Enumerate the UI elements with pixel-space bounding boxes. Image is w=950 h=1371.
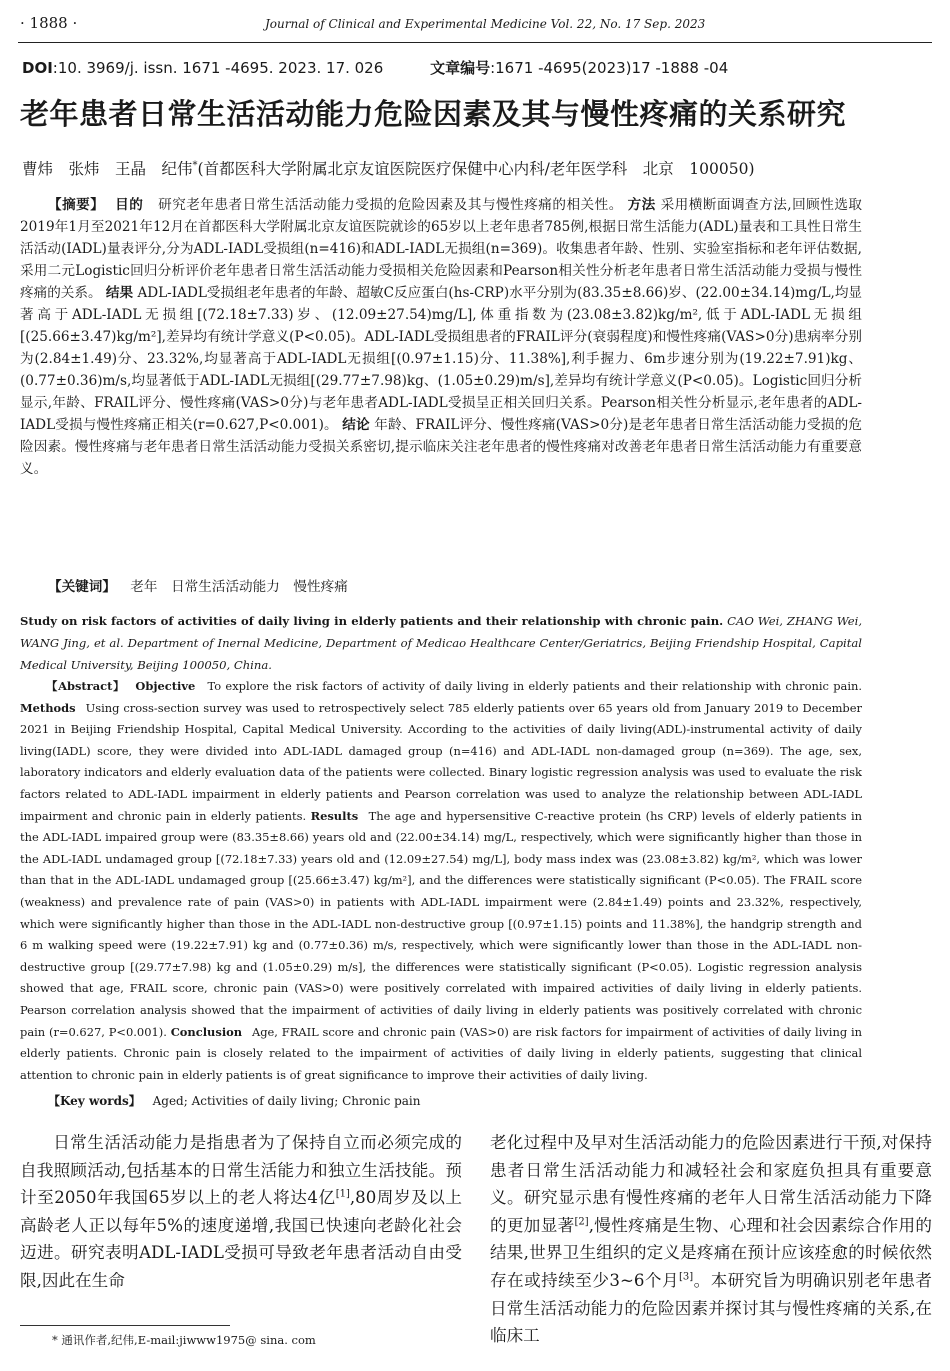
paper-title-cn: 老年患者日常生活活动能力危险因素及其与慢性疼痛的关系研究 xyxy=(20,97,847,131)
objective-cn: 研究老年患者日常生活活动能力受损的危险因素及其与慢性疼痛的相关性。 xyxy=(158,197,623,213)
header-rule xyxy=(18,42,932,43)
keywords-cn-text: 老年 日常生活活动能力 慢性疼痛 xyxy=(130,579,348,595)
page-number: · 1888 · xyxy=(20,14,78,32)
affiliation-cn: (首都医科大学附属北京友谊医院医疗保健中心内科/老年医学科 北京 100050) xyxy=(197,160,755,178)
conclusion-en: Age, FRAIL score and chronic pain (VAS>0) are risk factors for impairment of activities of daily living in elderly patients. Chronic pain is closely related to the impairment of activities of daily living in elderly patients, suggesting that clinical attention to chronic pain in elderly patients is of great significance to improve their activities of daily living. xyxy=(20,1024,863,1082)
keywords-cn xyxy=(48,575,348,595)
body-column-left xyxy=(20,1129,462,1295)
footnote-corresponding-author: * 通讯作者,纪伟,E-mail:jiwww1975@ sina. com xyxy=(52,1333,316,1347)
conclusion-label-en: Conclusion xyxy=(170,1024,243,1039)
doi-value: :10. 3969/j. issn. 1671 -4695. 2023. 17. 026 xyxy=(52,59,384,77)
english-authors-affiliation: CAO Wei, ZHANG Wei, WANG Jing, et al. Department of Inernal Medicine, Department of Medicao Healthcare Center/Geriatrics, Beijing Friendship Hospital, Capital Medical University, Beijing 100050, China. xyxy=(20,614,862,672)
abstract-en-label: 【Abstract】 xyxy=(46,679,126,693)
corresponding-mark: * xyxy=(192,159,198,171)
objective-label-cn: 目的 xyxy=(115,197,144,213)
body-left-text-2: ,80周岁及以上高龄老人正以每年5%的速度递增,我国已快速向老龄化社会迈进。研究表明ADL-IADL受损可导致老年患者活动自由受限,因此在生命 xyxy=(20,1188,463,1290)
results-label-cn: 结果 xyxy=(105,285,134,301)
objective-label-en: Objective xyxy=(135,679,196,693)
citation-2[interactable]: [2] xyxy=(574,1216,589,1228)
body-right-text-2: ,慢性疼痛是生物、心理和社会因素综合作用的结果,世界卫生组织的定义是疼痛在预计应该痊愈的时候依然存在或持续至少3~6个月 xyxy=(490,1215,932,1290)
keywords-cn-label: 【关键词】 xyxy=(48,579,116,595)
article-number-value: :1671 -4695(2023)17 -1888 -04 xyxy=(490,59,729,77)
methods-label-cn: 方法 xyxy=(627,197,656,213)
abstract-cn xyxy=(20,194,862,480)
keywords-en-text: Aged; Activities of daily living; Chronic pain xyxy=(152,1094,421,1108)
methods-label-en: Methods xyxy=(20,700,76,715)
keywords-en-label: 【Key words】 xyxy=(48,1094,141,1108)
citation-1[interactable]: [1] xyxy=(335,1188,350,1200)
results-label-en: Results xyxy=(310,808,359,823)
footnote-rule xyxy=(20,1325,230,1326)
keywords-en xyxy=(48,1092,421,1109)
objective-en: To explore the risk factors of activity of daily living in elderly patients and their relationship with chronic pain. xyxy=(207,679,862,693)
abstract-en xyxy=(20,676,862,1086)
author-names: 曹炜 张炜 王晶 纪伟 xyxy=(22,160,193,178)
authors-cn xyxy=(22,157,755,179)
methods-en: Using cross-section survey was used to retrospectively select 785 elderly patients over 65 years old from January 2019 to December 2021 in Beijing Friendship Hospital, Capital Medical University. According to the activities of daily living(ADL)-instrumental activity of daily living(IADL) score, they were divided into ADL-IADL damaged group (n=416) and ADL-IADL non-damaged group (n=369). The age, sex, laboratory indicators and elderly evaluation data of the patients were collected. Binary logistic regression analysis was used to evaluate the risk factors related to ADL-IADL impairment in elderly patients and Pearson correlation was used to analyze the relationship between ADL-IADL impairment and chronic pain in elderly patients. xyxy=(20,700,862,823)
journal-citation: Journal of Clinical and Experimental Medicine Vol. 22, No. 17 Sep. 2023 xyxy=(265,17,706,31)
doi-line xyxy=(22,57,728,78)
body-right-text-3: 。本研究旨为明确识别老年患者日常生活活动能力的危险因素并探讨其与慢性疼痛的关系,在临床工 xyxy=(490,1270,932,1346)
abstract-cn-label: 【摘要】 xyxy=(48,197,105,213)
conclusion-cn: 年龄、FRAIL评分、慢性疼痛(VAS>0分)是老年患者日常生活活动能力受损的危险因素。慢性疼痛与老年患者日常生活活动能力受损关系密切,提示临床关注老年患者的慢性疼痛对改善老年患者日常生活活动能力有重要意义。 xyxy=(20,417,863,477)
results-cn: ADL-IADL受损组老年患者的年龄、超敏C反应蛋白(hs-CRP)水平分别为(83.35±8.66)岁、(22.00±34.14)mg/L,均显著高于ADL-IADL无损组[(72.18±7.33)岁、(12.09±27.54)mg/L],体重指数为(23.08±3.82)kg/m²,低于ADL-IADL无损组[(25.66±3.47)kg/m²],差异均有统计学意义(P<0.05)。ADL-IADL受损组患者的FRAIL评分(衰弱程度)和慢性疼痛(VAS>0分)患病率分别为(2.84±1.49)分、23.32%,均显著高于ADL-IADL无损组[(0.97±1.15)分、11.38%],利手握力、6m步速分别为(19.22±7.91)kg、(0.77±0.36)m/s,均显著低于ADL-IADL无损组[(29.77±7.98)kg、(1.05±0.29)m/s],差异均有统计学意义(P<0.05)。Logistic回归分析显示,年龄、FRAIL评分、慢性疼痛(VAS>0分)与老年患者ADL-IADL受损呈正相关回归关系。Pearson相关性分析显示,老年患者的ADL-IADL受损与慢性疼痛正相关(r=0.627,P<0.001)。 xyxy=(20,285,863,433)
methods-cn: 采用横断面调查方法,回顾性选取2019年1月至2021年12月在首都医科大学附属北京友谊医院就诊的65岁以上老年患者785例,根据日常生活能力(ADL)量表和工具性日常生活活动(IADL)量表评分,分为ADL-IADL受损组(n=416)和ADL-IADL无损组(n=369)。收集患者年龄、性别、实验室指标和老年评估数据,采用二元Logistic回归分析评价老年患者日常生活活动能力受损相关危险因素和Pearson相关性分析老年患者日常生活活动能力受损与慢性疼痛的关系。 xyxy=(20,197,863,301)
english-title: Study on risk factors of activities of daily living in elderly patients and their relationship with chronic pain. xyxy=(20,614,724,628)
doi-label: DOI xyxy=(22,59,53,77)
english-title-block xyxy=(20,611,862,676)
body-right-text-1: 老化过程中及早对生活活动能力的危险因素进行干预,对保持患者日常生活活动能力和减轻社会和家庭负担具有重要意义。研究显示患有慢性疼痛的老年人日常生活活动能力下降的更加显著 xyxy=(490,1133,932,1235)
body-column-right xyxy=(490,1129,932,1350)
results-en: The age and hypersensitive C-reactive protein (hs CRP) levels of elderly patients in the ADL-IADL impaired group were (83.35±8.66) years old and (22.00±34.14) mg/L, respectively, which were significantly higher than those in the ADL-IADL undamaged group [(72.18±7.33) years old and (12.09±27.54) mg/L], body mass index was (23.08±3.82) kg/m², which was lower than that in the ADL-IADL undamaged group [(25.66±3.47) kg/m²], and the differences were statistically significant (P<0.05). The FRAIL score (weakness) and prevalence rate of pain (VAS>0) in patients with ADL-IADL impairment were (2.84±1.49) points and 23.32%, respectively, which were significantly higher than those in the ADL-IADL non-destructive group [(0.97±1.15) points and 11.38%], the handgrip strength and 6 m walking speed were (19.22±7.91) kg and (0.77±0.36) m/s, respectively, which were significantly lower than those in the ADL-IADL non-destructive group [(29.77±7.98) kg and (1.05±0.29) m/s], the differences were statistically significant (P<0.05). Logistic regression analysis showed that age, FRAIL score, chronic pain (VAS>0) were positively correlated with impaired activities of daily living in elderly patients. Pearson correlation analysis showed that the impairment of activities of daily living in elderly patients was positively correlated with chronic pain (r=0.627, P<0.001). xyxy=(20,808,863,1039)
conclusion-label-cn: 结论 xyxy=(342,417,370,433)
body-left-text-1: 日常生活活动能力是指患者为了保持自立而必须完成的自我照顾活动,包括基本的日常生活能力和独立生活技能。预计至2050年我国65岁以上的老人将达4亿 xyxy=(20,1133,462,1208)
article-number-label: 文章编号 xyxy=(430,59,491,77)
running-header xyxy=(0,14,950,36)
citation-3[interactable]: [3] xyxy=(679,1271,694,1283)
